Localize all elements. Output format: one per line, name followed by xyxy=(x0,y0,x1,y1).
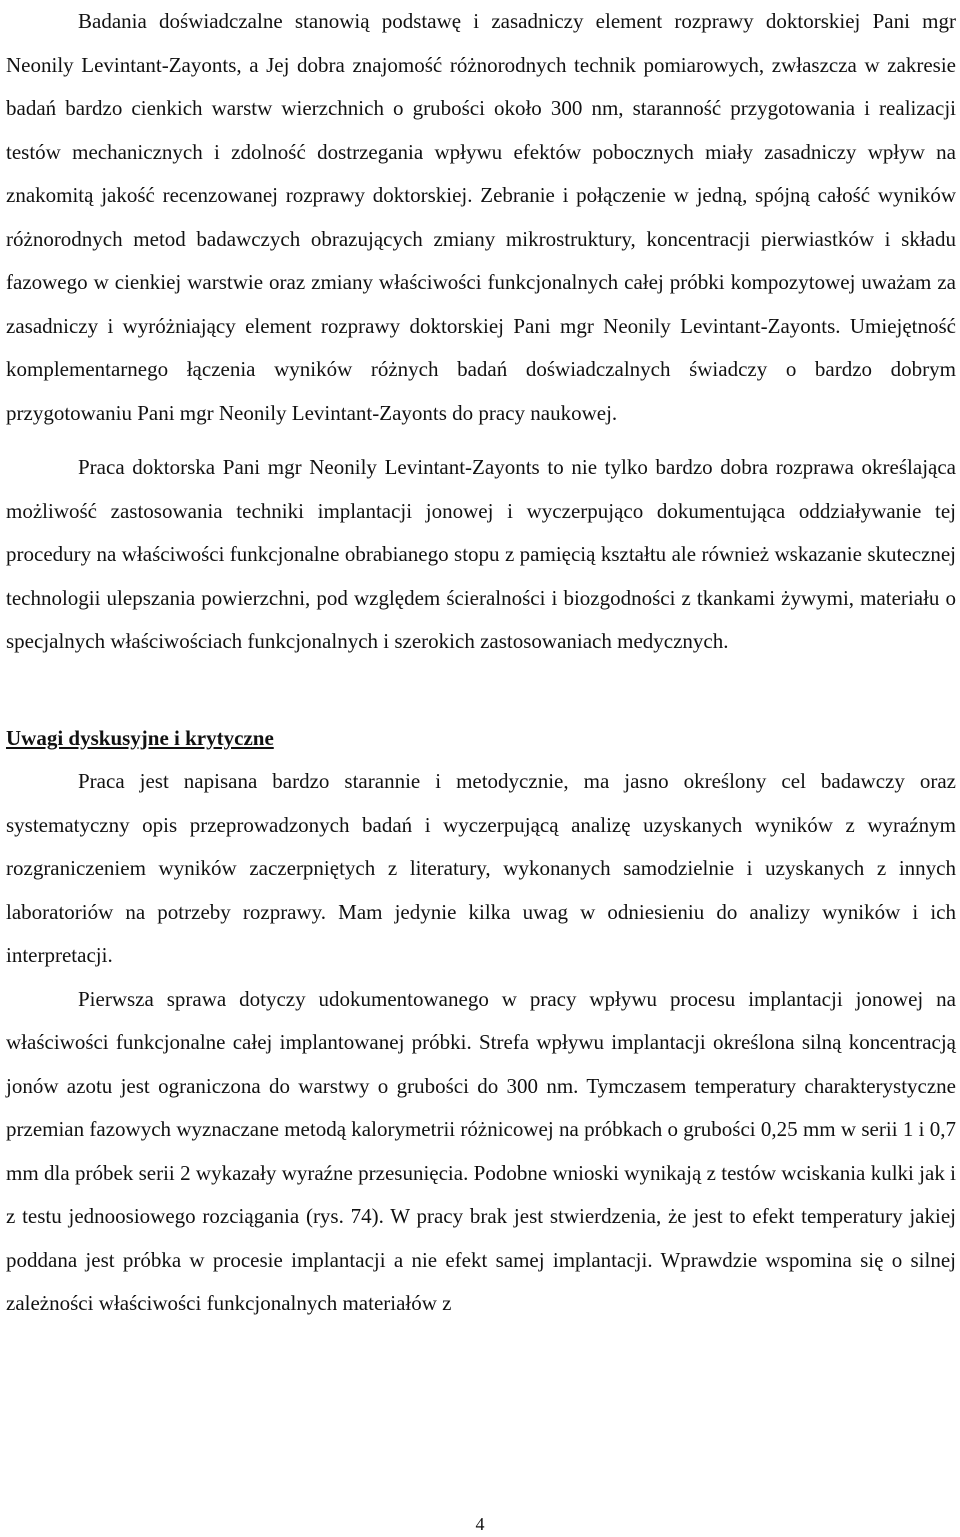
paragraph-general-assessment: Praca jest napisana bardzo starannie i metodycznie, ma jasno określony cel badawczy oraz systematyczny opis przeprowadzonych badań i wyczerpującą analizę uzyskanych wyników z wyraźnym rozgraniczeniem wyników zaczerpniętych z literatury, wykonanych samodzielnie i uzyskanych z innych laboratoriów na potrzeby rozprawy. Mam jedynie kilka uwag w odniesieniu do analizy wyników i ich interpretacji. xyxy=(6,769,956,967)
paragraph-experimental-research: Badania doświadczalne stanowią podstawę i zasadniczy element rozprawy doktorskiej Pani mgr Neonily Levintant-Zayonts, a Jej dobra znajomość różnorodnych technik pomiarowych, zwłaszcza w zakresie badań bardzo cienkich warstw wierzchnich o grubości około 300 nm, staranność przygotowania i realizacji testów mechanicznych i zdolność dostrzegania wpływu efektów pobocznych miały zasadniczy wpływ na znakomitą jakość recenzowanej rozprawy doktorskiej. Zebranie i połączenie w jedną, spójną całość wyników różnorodnych metod badawczych obrazujących zmiany mikrostruktury, koncentracji pierwiastków i składu fazowego w cienkiej warstwie oraz zmiany właściwości funkcjonalnych całej próbki kompozytowej uważam za zasadniczy i wyróżniający element rozprawy doktorskiej Pani mgr Neonily Levintant-Zayonts. Umiejętność komplementarnego łączenia wyników różnych badań doświadczalnych świadczy o bardzo dobrym przygotowaniu Pani mgr Neonily Levintant-Zayonts do pracy naukowej. xyxy=(6,9,956,425)
section-heading-critical-remarks: Uwagi dyskusyjne i krytyczne xyxy=(6,725,274,750)
paragraph-thesis-summary: Praca doktorska Pani mgr Neonily Levintant-Zayonts to nie tylko bardzo dobra rozprawa określająca możliwość zastosowania techniki implantacji jonowej i wyczerpująco dokumentująca oddziaływanie tej procedury na właściwości funkcjonalne obrabianego stopu z pamięcią kształtu ale również wskazanie skutecznej technologii ulepszania powierzchni, pod względem ścieralności i biozgodności z tkankami żywymi, materiału o specjalnych właściwościach funkcjonalnych i szerokich zastosowaniach medycznych. xyxy=(6,455,956,653)
paragraph-first-remark: Pierwsza sprawa dotyczy udokumentowanego w pracy wpływu procesu implantacji jonowej na właściwości funkcjonalne całej implantowanej próbki. Strefa wpływu implantacji określona silną koncentracją jonów azotu jest ograniczona do warstwy o grubości do 300 nm. Tymczasem temperatury charakterystyczne przemian fazowych wyznaczane metodą kalorymetrii różnicowej na próbkach o grubości 0,25 mm w serii 1 i 0,7 mm dla próbek serii 2 wykazały wyraźne przesunięcia. Podobne wnioski wynikają z testów wciskania kulki jak i z testu jednoosiowego rozciągania (rys. 74). W pracy brak jest stwierdzenia, że jest to efekt temperatury jakiej poddana jest próbka w procesie implantacji a nie efekt samej implantacji. Wprawdzie wspomina się o silnej zależności właściwości funkcjonalnych materiałów z xyxy=(6,986,956,1315)
page-number: 4 xyxy=(475,1514,485,1534)
